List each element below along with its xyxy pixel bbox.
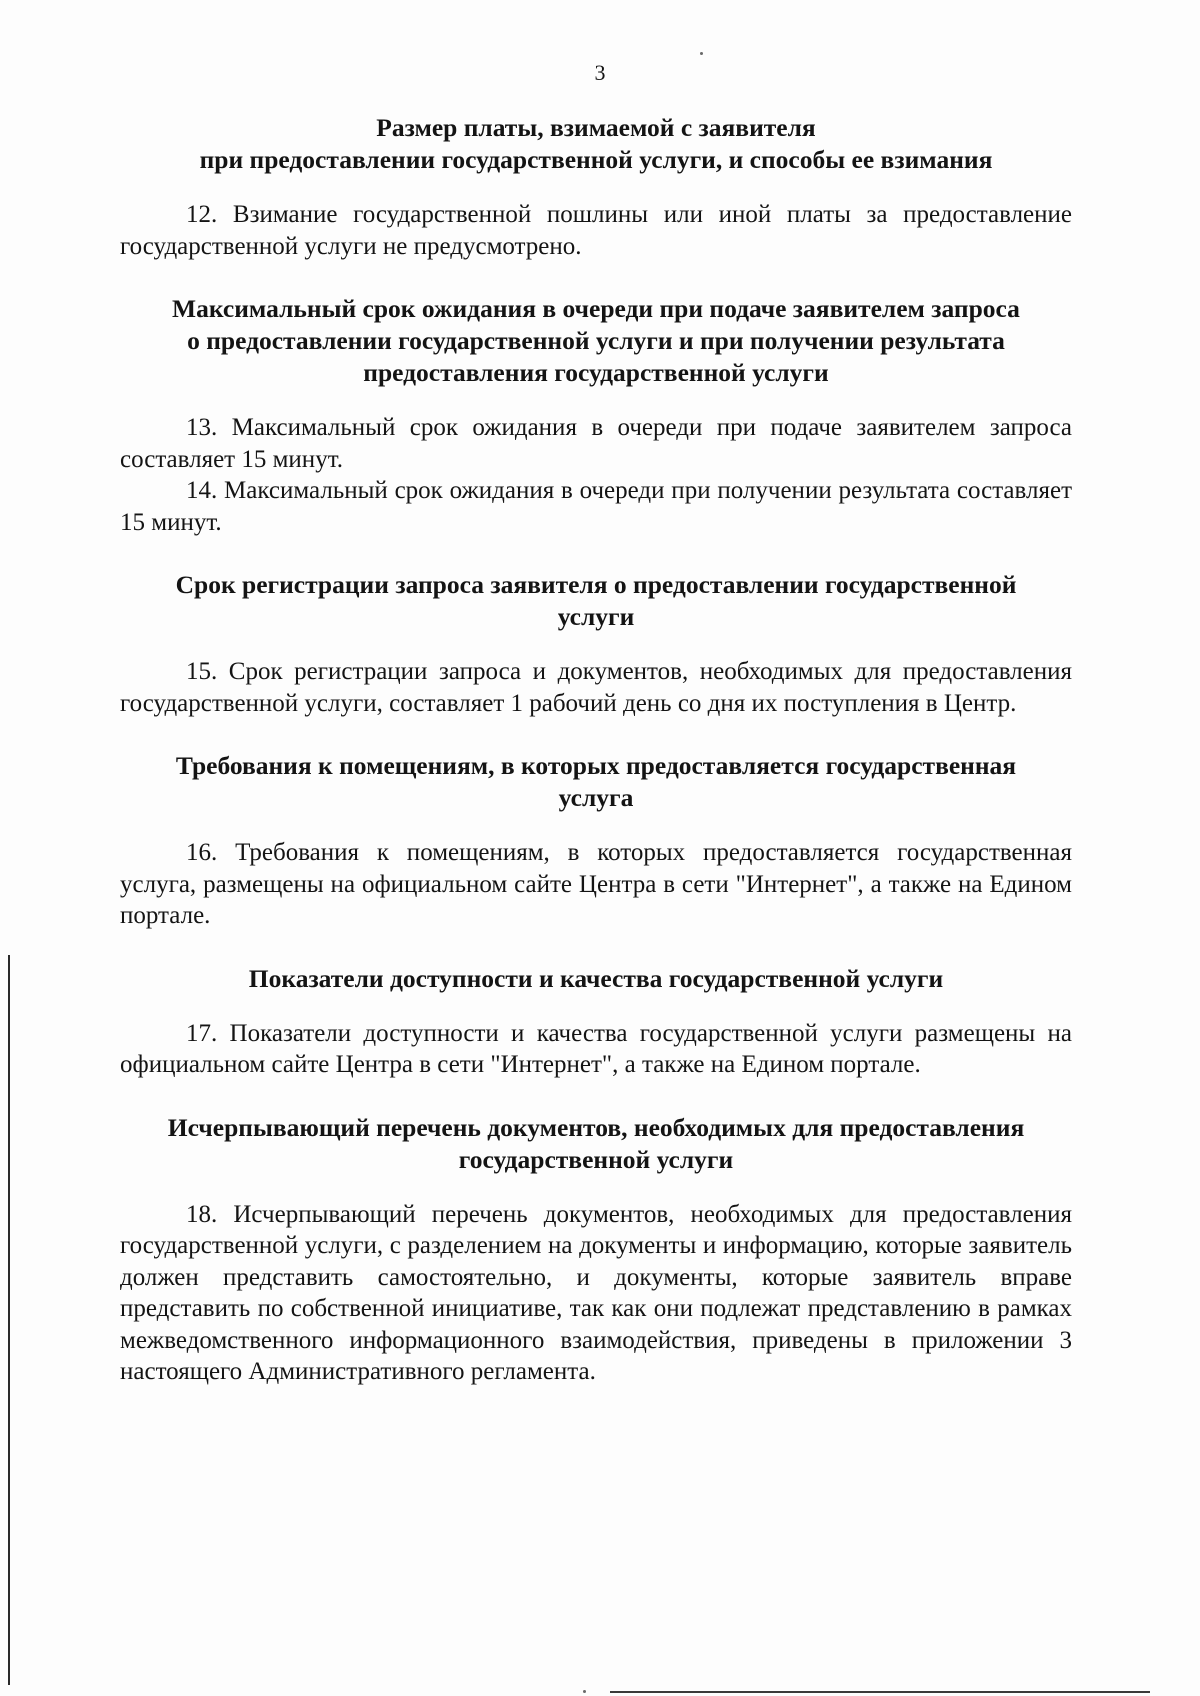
heading-line: при предоставлении государственной услуги, и способы ее взимания bbox=[199, 145, 993, 174]
section-heading-quality-indicators bbox=[120, 963, 1072, 995]
paragraph-13: 13. Максимальный срок ожидания в очереди при подаче заявителем запроса составляет 15 минут. bbox=[120, 414, 1072, 473]
heading-line: услуги bbox=[557, 602, 635, 631]
document-body bbox=[120, 112, 1072, 1388]
section-heading-fee bbox=[120, 112, 1072, 176]
heading-line: Срок регистрации запроса заявителя о предоставлении государственной bbox=[175, 570, 1017, 599]
paragraph-17: 17. Показатели доступности и качества государственной услуги размещены на официальном сайте Центра в сети "Интернет", а также на Едином портале. bbox=[120, 1019, 1072, 1078]
heading-line: услуга bbox=[558, 783, 634, 812]
heading-line: Требования к помещениям, в которых предоставляется государственная bbox=[175, 751, 1017, 780]
heading-line: о предоставлении государственной услуги и при получении результата bbox=[187, 326, 1005, 355]
page-number: 3 bbox=[594, 60, 606, 85]
heading-line: Размер платы, взимаемой с заявителя bbox=[376, 113, 816, 142]
heading-line: Показатели доступности и качества государственной услуги bbox=[248, 963, 944, 993]
scan-speck bbox=[583, 1690, 586, 1693]
section-heading-premises bbox=[120, 750, 1072, 814]
heading-line: предоставления государственной услуги bbox=[363, 358, 829, 387]
heading-line: государственной услуги bbox=[458, 1144, 734, 1174]
section-heading-documents-list bbox=[120, 1112, 1072, 1176]
section-heading-queue-time bbox=[120, 293, 1072, 389]
scan-speck bbox=[700, 52, 703, 55]
section-heading-registration-term bbox=[120, 569, 1072, 633]
heading-line: Исчерпывающий перечень документов, необходимых для предоставления bbox=[167, 1112, 1025, 1142]
scan-margin-line bbox=[8, 955, 10, 1685]
scan-bottom-edge bbox=[610, 1691, 1150, 1693]
paragraph-15: 15. Срок регистрации запроса и документов, необходимых для предоставления государственной услуги, составляет 1 рабочий день со дня их поступления в Центр. bbox=[120, 658, 1072, 717]
heading-line: Максимальный срок ожидания в очереди при подаче заявителем запроса bbox=[172, 294, 1020, 323]
paragraph-12: 12. Взимание государственной пошлины или иной платы за предоставление государственной услуги не предусмотрено. bbox=[120, 201, 1072, 260]
paragraph-14: 14. Максимальный срок ожидания в очереди при получении результата составляет 15 минут. bbox=[120, 477, 1072, 536]
paragraph-16: 16. Требования к помещениям, в которых предоставляется государственная услуга, размещены на официальном сайте Центра в сети "Интернет", а также на Едином портале. bbox=[120, 839, 1072, 929]
paragraph-18: 18. Исчерпывающий перечень документов, необходимых для предоставления государственной услуги, с разделением на документы и информацию, которые заявитель должен представить самостоятельно, и документы, которые заявитель вправе представить по собственной инициативе, так как они подлежат представлению в рамках межведомственного информационного взаимодействия, приведены в приложении 3 настоящего Административного регламента. bbox=[120, 1200, 1072, 1385]
